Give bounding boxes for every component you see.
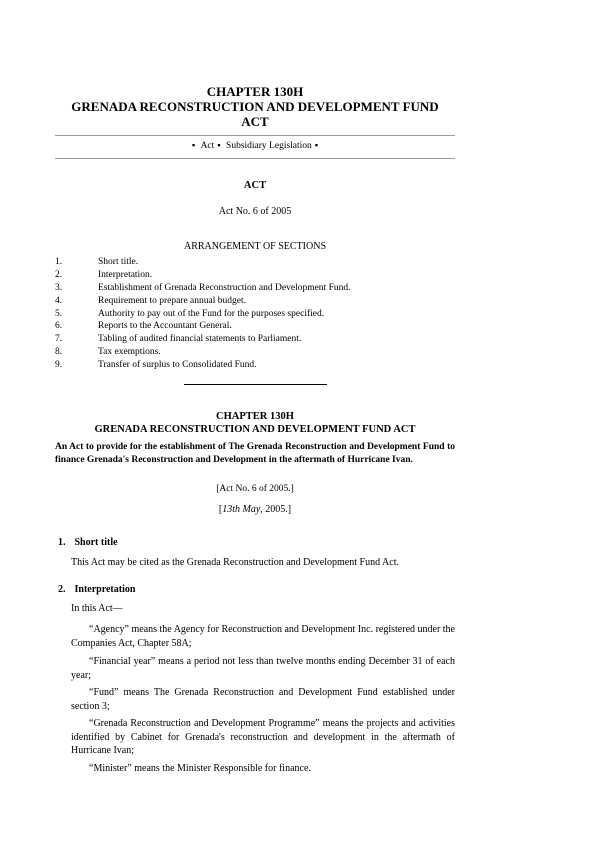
date-prefix: [ — [218, 504, 223, 515]
toc-number: 9. — [55, 360, 63, 371]
toc-number: 4. — [55, 295, 63, 306]
date-suffix: , 2005.] — [260, 504, 292, 515]
toc-item[interactable] — [55, 346, 455, 359]
toc-item[interactable] — [55, 256, 455, 269]
arrangement-heading: ARRANGEMENT OF SECTIONS — [183, 241, 327, 252]
date-italic: 13th May — [222, 504, 261, 515]
toc-item[interactable] — [55, 320, 455, 333]
body-chapter-number: CHAPTER 130H — [216, 411, 294, 422]
section-title: Short title — [74, 537, 118, 548]
act-number: Act No. 6 of 2005 — [218, 206, 292, 217]
subsidiary-legislation-link[interactable]: Subsidiary Legislation — [226, 141, 312, 151]
toc-title: Interpretation. — [98, 269, 153, 280]
section-2-intro: In this Act— — [71, 603, 123, 614]
section-1-heading — [58, 537, 118, 548]
toc-number: 7. — [55, 334, 63, 345]
section-divider — [184, 384, 327, 385]
definition-agency: “Agency” means the Agency for Reconstruction and Development Inc. registered under the Companies Act, Chapter 58A; — [71, 624, 455, 649]
commencement-date — [55, 504, 455, 515]
toc-number: 1. — [55, 257, 63, 267]
toc-title: Authority to pay out of the Fund for the purposes specified. — [98, 308, 325, 319]
arrangement-of-sections — [55, 256, 455, 372]
act-heading: ACT — [243, 180, 267, 191]
chapter-title — [55, 84, 455, 129]
toc-number: 2. — [55, 269, 63, 280]
chapter-name-line1: GRENADA RECONSTRUCTION AND DEVELOPMENT FUND — [71, 99, 439, 114]
section-1-text: This Act may be cited as the Grenada Reconstruction and Development Fund Act. — [71, 557, 399, 568]
chapter-name-line2: ACT — [241, 114, 269, 129]
toc-number: 8. — [55, 347, 63, 358]
long-title: An Act to provide for the establishment of The Grenada Reconstruction and Development Fund to finance Grenada's Reconstruction and Development in the aftermath of Hurricane Ivan. — [55, 442, 455, 465]
toc-title: Tabling of audited financial statements to Parliament. — [98, 334, 302, 345]
definition-financial-year: “Financial year” means a period not less than twelve months ending December 31 of each year; — [71, 656, 455, 681]
body-chapter-heading — [55, 410, 455, 436]
act-link[interactable]: Act — [200, 141, 215, 151]
section-2-heading — [58, 584, 135, 595]
toc-title: Reports to the Accountant General. — [98, 321, 232, 332]
links-divider — [55, 158, 455, 159]
toc-item[interactable] — [55, 333, 455, 346]
toc-title: Tax exemptions. — [98, 347, 161, 358]
toc-number: 6. — [55, 321, 63, 332]
definition-programme: “Grenada Reconstruction and Development Programme” means the projects and activities identified by Cabinet for Grenada's reconstruction and development in the aftermath of Hurricane Ivan; — [71, 718, 455, 756]
definition-fund: “Fund” means The Grenada Reconstruction and Development Fund established under section 3; — [71, 687, 455, 712]
toc-item[interactable] — [55, 282, 455, 295]
section-title: Interpretation — [74, 584, 136, 595]
legislation-links — [55, 141, 455, 152]
toc-title: Transfer of surplus to Consolidated Fund. — [98, 360, 257, 371]
bullet-icon: ▪ — [217, 141, 221, 151]
toc-number: 5. — [55, 308, 63, 319]
toc-item[interactable] — [55, 295, 455, 308]
toc-title: Requirement to prepare annual budget. — [98, 295, 246, 306]
bullet-icon: ▪ — [314, 141, 319, 151]
bullet-icon: ▪ — [191, 141, 196, 151]
toc-number: 3. — [55, 282, 63, 293]
definition-minister: “Minister” means the Minister Responsible for finance. — [89, 763, 311, 774]
top-divider — [55, 135, 455, 136]
chapter-number: CHAPTER 130H — [206, 84, 304, 99]
body-chapter-name: GRENADA RECONSTRUCTION AND DEVELOPMENT FUND ACT — [94, 424, 416, 435]
toc-item[interactable] — [55, 269, 455, 282]
toc-title: Short title. — [98, 257, 139, 267]
act-reference: [Act No. 6 of 2005.] — [216, 484, 294, 494]
toc-item[interactable] — [55, 359, 455, 372]
section-number: 2. — [58, 584, 66, 595]
toc-item[interactable] — [55, 308, 455, 321]
toc-title: Establishment of Grenada Reconstruction and Development Fund. — [98, 282, 351, 293]
section-number: 1. — [58, 537, 66, 548]
